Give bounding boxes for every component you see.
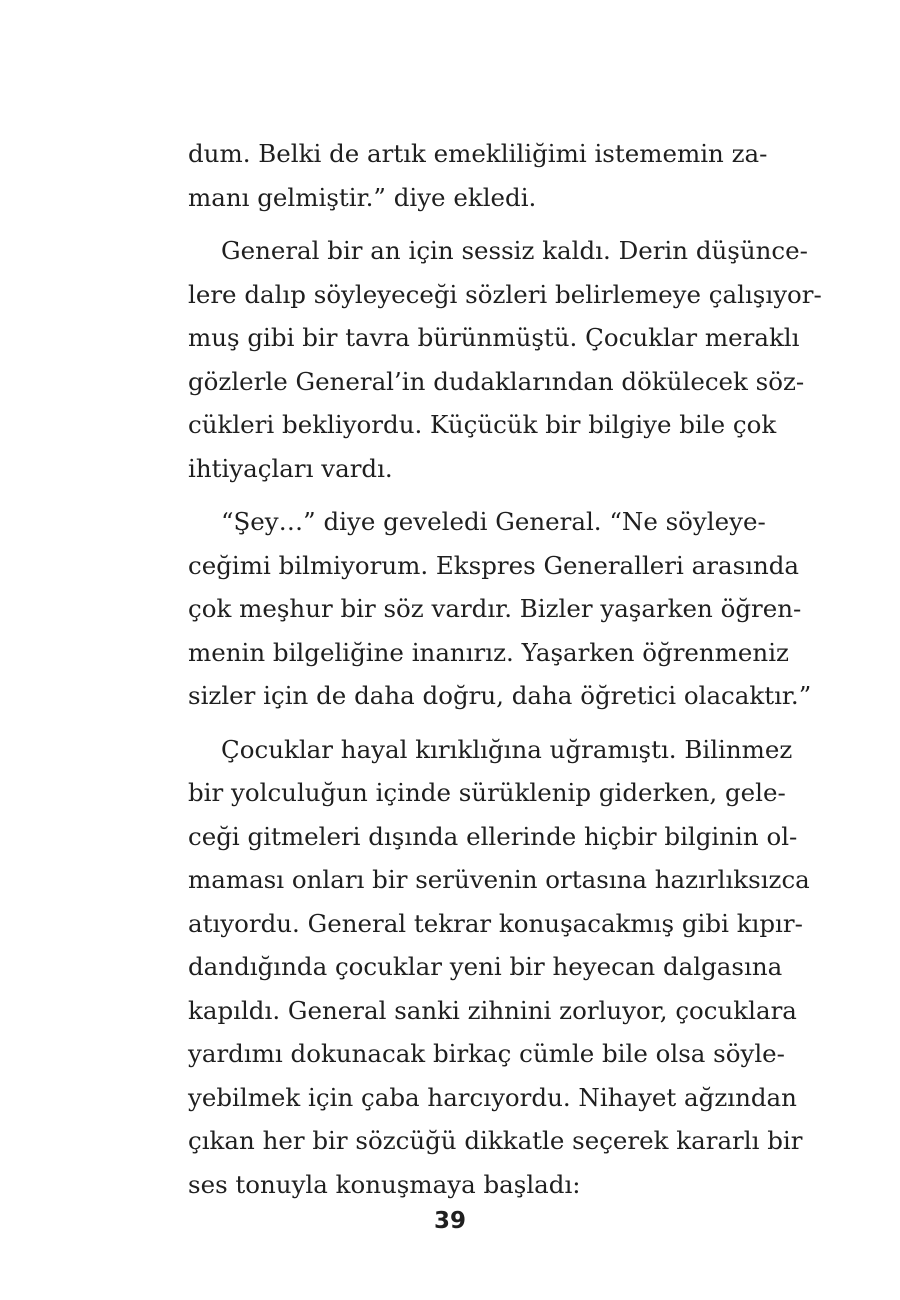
- text-line: cükleri bekliyordu. Küçücük bir bilgiye bile çok: [188, 410, 777, 439]
- text-line: Çocuklar hayal kırıklığına uğramıştı. Bilinmez: [221, 734, 793, 764]
- page-number: 39: [433, 1208, 466, 1234]
- body-text: [188, 132, 822, 1206]
- text-line: bir yolculuğun içinde sürüklenip giderken, gele-: [188, 778, 786, 807]
- text-line: kapıldı. General sanki zihnini zorluyor, çocuklara: [188, 995, 797, 1025]
- text-line: menin bilgeliğine inanırız. Yaşarken öğrenmeniz: [188, 637, 789, 667]
- text-line: çok meşhur bir söz vardır. Bizler yaşarken öğren-: [188, 594, 802, 623]
- text-line: ses tonuyla konuşmaya başladı:: [188, 1169, 581, 1199]
- text-line: ceği gitmeleri dışında ellerinde hiçbir bilginin ol-: [188, 821, 798, 851]
- text-line: General bir an için sessiz kaldı. Derin düşünce-: [221, 236, 808, 265]
- text-line: manı gelmiştir.” diye ekledi.: [188, 182, 537, 212]
- text-line: yebilmek için çaba harcıyordu. Nihayet ağzından: [188, 1082, 797, 1112]
- text-line: gözlerle General’in dudaklarından dökülecek söz-: [188, 366, 805, 396]
- text-line: ihtiyaçları vardı.: [188, 453, 393, 483]
- paragraph: [188, 728, 810, 1207]
- text-line: muş gibi bir tavra bürünmüştü. Çocuklar meraklı: [188, 323, 800, 352]
- text-line: ceğimi bilmiyorum. Ekspres Generalleri arasında: [188, 550, 800, 580]
- text-line: yardımı dokunacak birkaç cümle bile olsa söyle-: [188, 1039, 785, 1068]
- paragraph: [188, 132, 768, 219]
- text-line: maması onları bir serüvenin ortasına hazırlıksızca: [188, 865, 810, 894]
- text-line: “Şey…” diye geveledi General. “Ne söyleye-: [221, 507, 766, 536]
- text-line: atıyordu. General tekrar konuşacakmış gibi kıpır-: [188, 908, 803, 938]
- paragraph: [188, 500, 812, 718]
- text-line: lere dalıp söyleyeceği sözleri belirlemeye çalışıyor-: [188, 279, 822, 309]
- text-line: dum. Belki de artık emekliliğimi istememin za-: [188, 139, 768, 168]
- text-line: çıkan her bir sözcüğü dikkatle seçerek kararlı bir: [188, 1126, 803, 1155]
- paragraph: [188, 229, 822, 490]
- text-line: dandığında çocuklar yeni bir heyecan dalgasına: [188, 952, 783, 981]
- text-line: sizler için de daha doğru, daha öğretici olacaktır.”: [188, 681, 812, 710]
